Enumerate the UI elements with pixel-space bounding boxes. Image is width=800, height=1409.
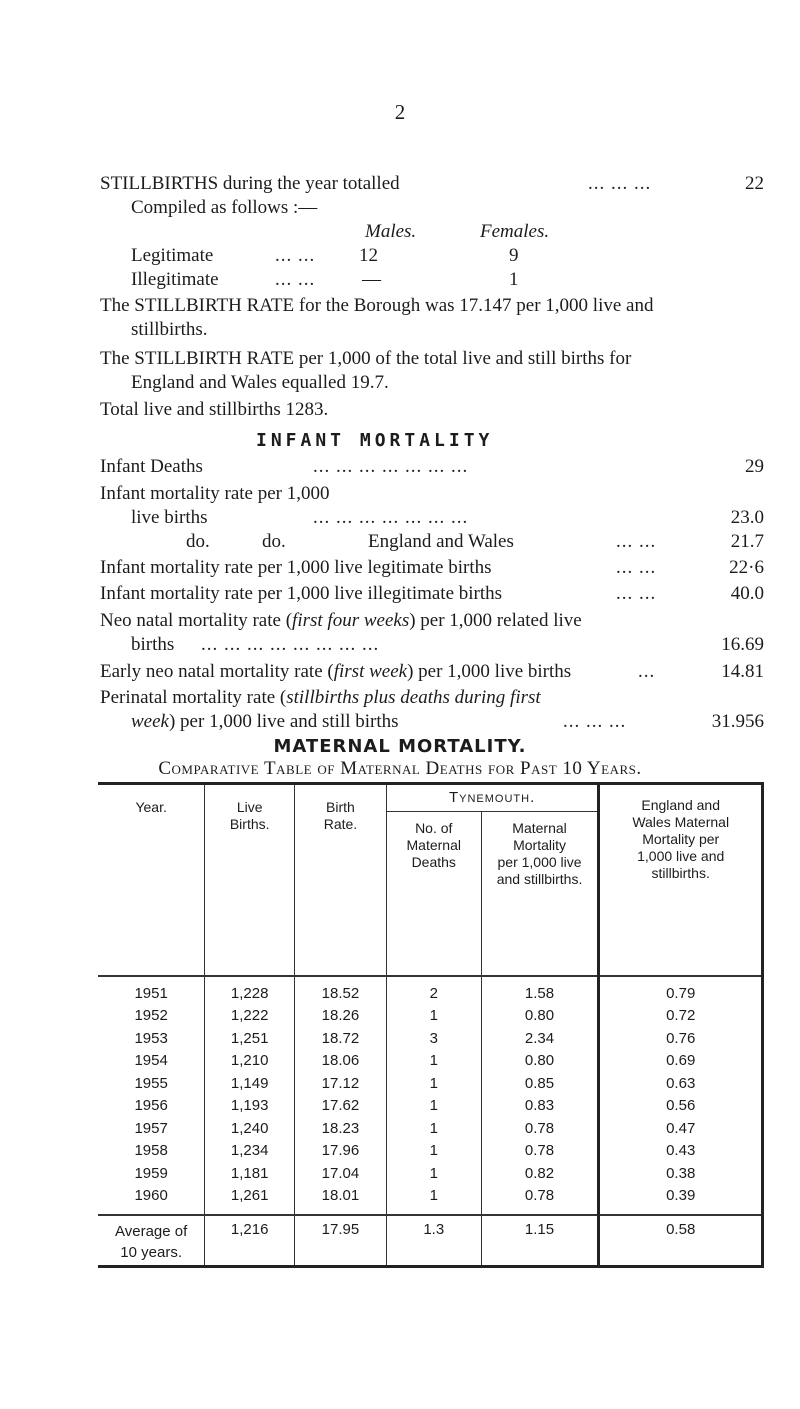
imr-illegit-dots: ... ... [616, 583, 657, 604]
rate-borough-line2: stillbirths. [131, 319, 208, 340]
legitimate-males: 12 [359, 245, 378, 266]
imr-label-line1: Infant mortality rate per 1,000 [100, 483, 330, 504]
neonatal-value: 16.69 [721, 634, 764, 655]
illegitimate-females: 1 [509, 269, 519, 290]
females-header: Females. [480, 221, 550, 242]
stillbirths-dots: ... ... ... [588, 173, 652, 194]
illegitimate-dots: ... ... [275, 269, 316, 290]
early-neonatal-label: Early neo natal mortality rate (first week) per 1,000 live births [100, 661, 572, 682]
neonatal-label-line2: births [131, 634, 175, 655]
neonatal-dots: ... ... ... ... ... ... ... ... [201, 634, 380, 655]
infant-deaths-dots: ... ... ... ... ... ... ... [313, 456, 469, 477]
infant-deaths-value: 29 [745, 456, 764, 477]
average-label: Average of 10 years. [98, 1215, 205, 1267]
table-row: 1954 1,210 18.06 1 0.80 0.69 [98, 1050, 763, 1073]
legitimate-dots: ... ... [275, 245, 316, 266]
infant-mortality-heading: INFANT MORTALITY [256, 430, 494, 451]
illegitimate-label: Illegitimate [131, 269, 219, 290]
do-england-wales: England and Wales [368, 531, 514, 552]
table-row: 1956 1,193 17.62 1 0.83 0.56 [98, 1095, 763, 1118]
rate-borough-line1: The STILLBIRTH RATE for the Borough was 17.147 per 1,000 live and [100, 295, 654, 316]
page-number: 2 [394, 100, 406, 124]
perinatal-label-line1: Perinatal mortality rate (stillbirths plus deaths during first [100, 687, 541, 708]
table-caption: Comparative Table of Maternal Deaths for Past 10 Years. [158, 758, 642, 779]
imr-label-line2: live births [131, 507, 208, 528]
do-label-1: do. [186, 531, 210, 552]
do-dots: ... ... [616, 531, 657, 552]
table-row: 1953 1,251 18.72 3 2.34 0.76 [98, 1028, 763, 1051]
total-births: Total live and stillbirths 1283. [100, 399, 329, 420]
table-row: 1955 1,149 17.12 1 0.85 0.63 [98, 1073, 763, 1096]
table-row: 1960 1,261 18.01 1 0.78 0.39 [98, 1185, 763, 1215]
header-maternal-mortality: Maternal Mortality per 1,000 live and stillbirths. [481, 812, 599, 976]
imr-legit-dots: ... ... [616, 557, 657, 578]
table-row: 1952 1,222 18.26 1 0.80 0.72 [98, 1005, 763, 1028]
legitimate-females: 9 [509, 245, 519, 266]
males-header: Males. [365, 221, 417, 242]
header-live-births: Live Births. [205, 784, 295, 976]
early-neonatal-dots: ... [638, 661, 656, 682]
rate-ew-line2: England and Wales equalled 19.7. [131, 372, 389, 393]
header-birth-rate: Birth Rate. [295, 784, 387, 976]
neonatal-label-line1: Neo natal mortality rate (first four weeks) per 1,000 related live [100, 610, 582, 631]
perinatal-value: 31.956 [711, 711, 764, 732]
illegitimate-males: — [362, 269, 381, 290]
header-england-wales: England and Wales Maternal Mortality per 1,000 live and stillbirths. [599, 784, 763, 976]
imr-illegit-value: 40.0 [730, 583, 764, 604]
maternal-deaths-table [98, 782, 764, 1268]
table-row-average: Average of 10 years. 1,216 17.95 1.3 1.15 0.58 [98, 1215, 763, 1267]
legitimate-label: Legitimate [131, 245, 214, 266]
header-year: Year. [98, 784, 205, 976]
header-tynemouth: Tynemouth. [386, 784, 599, 812]
imr-ew-value: 21.7 [730, 531, 764, 552]
infant-deaths-label: Infant Deaths [100, 456, 203, 477]
table-row: 1951 1,228 18.52 2 1.58 0.79 [98, 976, 763, 1006]
imr-illegit-label: Infant mortality rate per 1,000 live illegitimate births [100, 583, 503, 604]
perinatal-label-line2: week) per 1,000 live and still births [131, 711, 399, 732]
table-row: 1959 1,181 17.04 1 0.82 0.38 [98, 1163, 763, 1186]
do-label-2: do. [262, 531, 286, 552]
imr-value: 23.0 [730, 507, 764, 528]
imr-dots: ... ... ... ... ... ... ... [313, 507, 469, 528]
table-row: 1957 1,240 18.23 1 0.78 0.47 [98, 1118, 763, 1141]
maternal-mortality-heading: MATERNAL MORTALITY. [273, 736, 527, 757]
imr-legit-label: Infant mortality rate per 1,000 live legitimate births [100, 557, 492, 578]
compiled-label: Compiled as follows :— [131, 197, 318, 218]
stillbirths-total: 22 [745, 173, 764, 194]
rate-ew-line1: The STILLBIRTH RATE per 1,000 of the total live and still births for [100, 348, 632, 369]
header-maternal-deaths: No. of Maternal Deaths [386, 812, 481, 976]
table-row: 1958 1,234 17.96 1 0.78 0.43 [98, 1140, 763, 1163]
stillbirths-label: STILLBIRTHS during the year totalled [100, 173, 400, 194]
early-neonatal-value: 14.81 [721, 661, 764, 682]
imr-legit-value: 22·6 [729, 557, 764, 578]
perinatal-dots: ... ... ... [563, 711, 627, 732]
